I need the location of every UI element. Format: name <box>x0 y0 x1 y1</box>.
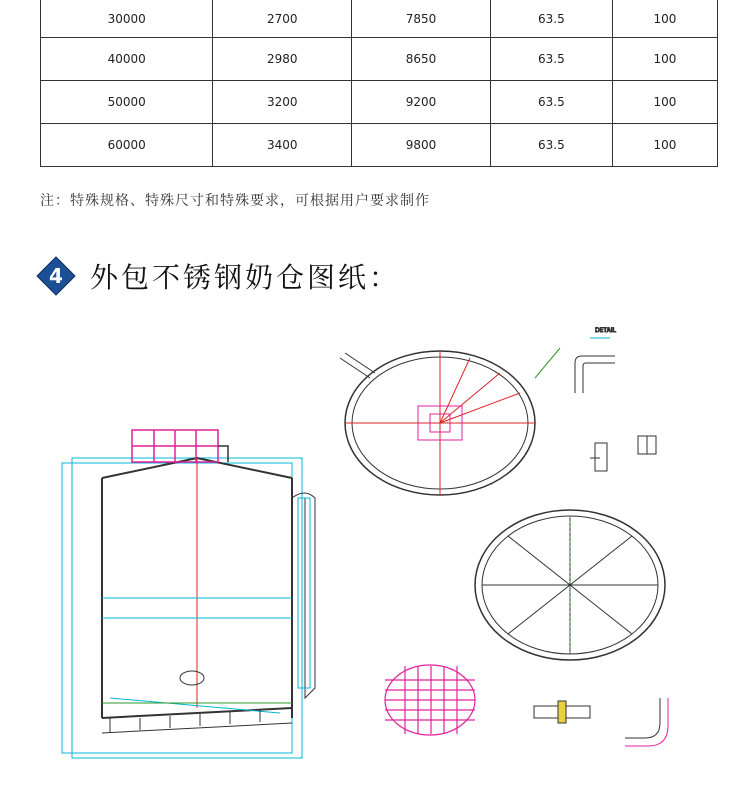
table-cell: 3400 <box>213 124 352 167</box>
table-row <box>41 81 718 124</box>
tank-top-view <box>340 348 560 495</box>
table-cell: 100 <box>612 81 717 124</box>
table-cell: 63.5 <box>490 124 612 167</box>
svg-text:DETAIL: DETAIL <box>595 327 616 334</box>
table-row <box>41 38 718 81</box>
table-cell: 60000 <box>41 124 213 167</box>
note-text: 注：特殊规格、特殊尺寸和特殊要求，可根据用户要求制作 <box>40 193 430 209</box>
detail-bracket <box>590 436 656 471</box>
section-title: 外包不锈钢奶仓图纸： <box>90 261 401 294</box>
detail-elbow <box>625 698 668 746</box>
section-number: 4 <box>49 264 63 288</box>
table-cell: 9200 <box>352 81 491 124</box>
section-heading <box>36 255 400 297</box>
table-row <box>41 0 718 38</box>
table-cell: 8650 <box>352 38 491 81</box>
table-cell: 2980 <box>213 38 352 81</box>
bottom-plan-view <box>475 510 665 660</box>
table-cell: 3200 <box>213 81 352 124</box>
table-cell: 30000 <box>41 0 213 38</box>
table-cell: 100 <box>612 124 717 167</box>
table-cell: 40000 <box>41 38 213 81</box>
milk-tank-drawing <box>40 318 720 778</box>
table-cell: 7850 <box>352 0 491 38</box>
top-platform <box>132 430 228 462</box>
table-cell: 50000 <box>41 81 213 124</box>
table-cell: 2700 <box>213 0 352 38</box>
grating-view <box>385 665 475 735</box>
detail-flange <box>534 701 590 723</box>
table-cell: 63.5 <box>490 81 612 124</box>
section-number-badge <box>36 256 76 296</box>
table-cell: 63.5 <box>490 0 612 38</box>
table-cell: 100 <box>612 38 717 81</box>
tank-side-view <box>62 458 315 758</box>
table-cell: 9800 <box>352 124 491 167</box>
spec-table <box>40 0 718 167</box>
table-row <box>41 124 718 167</box>
detail-pipe <box>575 327 616 393</box>
table-cell: 63.5 <box>490 38 612 81</box>
table-cell: 100 <box>612 0 717 38</box>
